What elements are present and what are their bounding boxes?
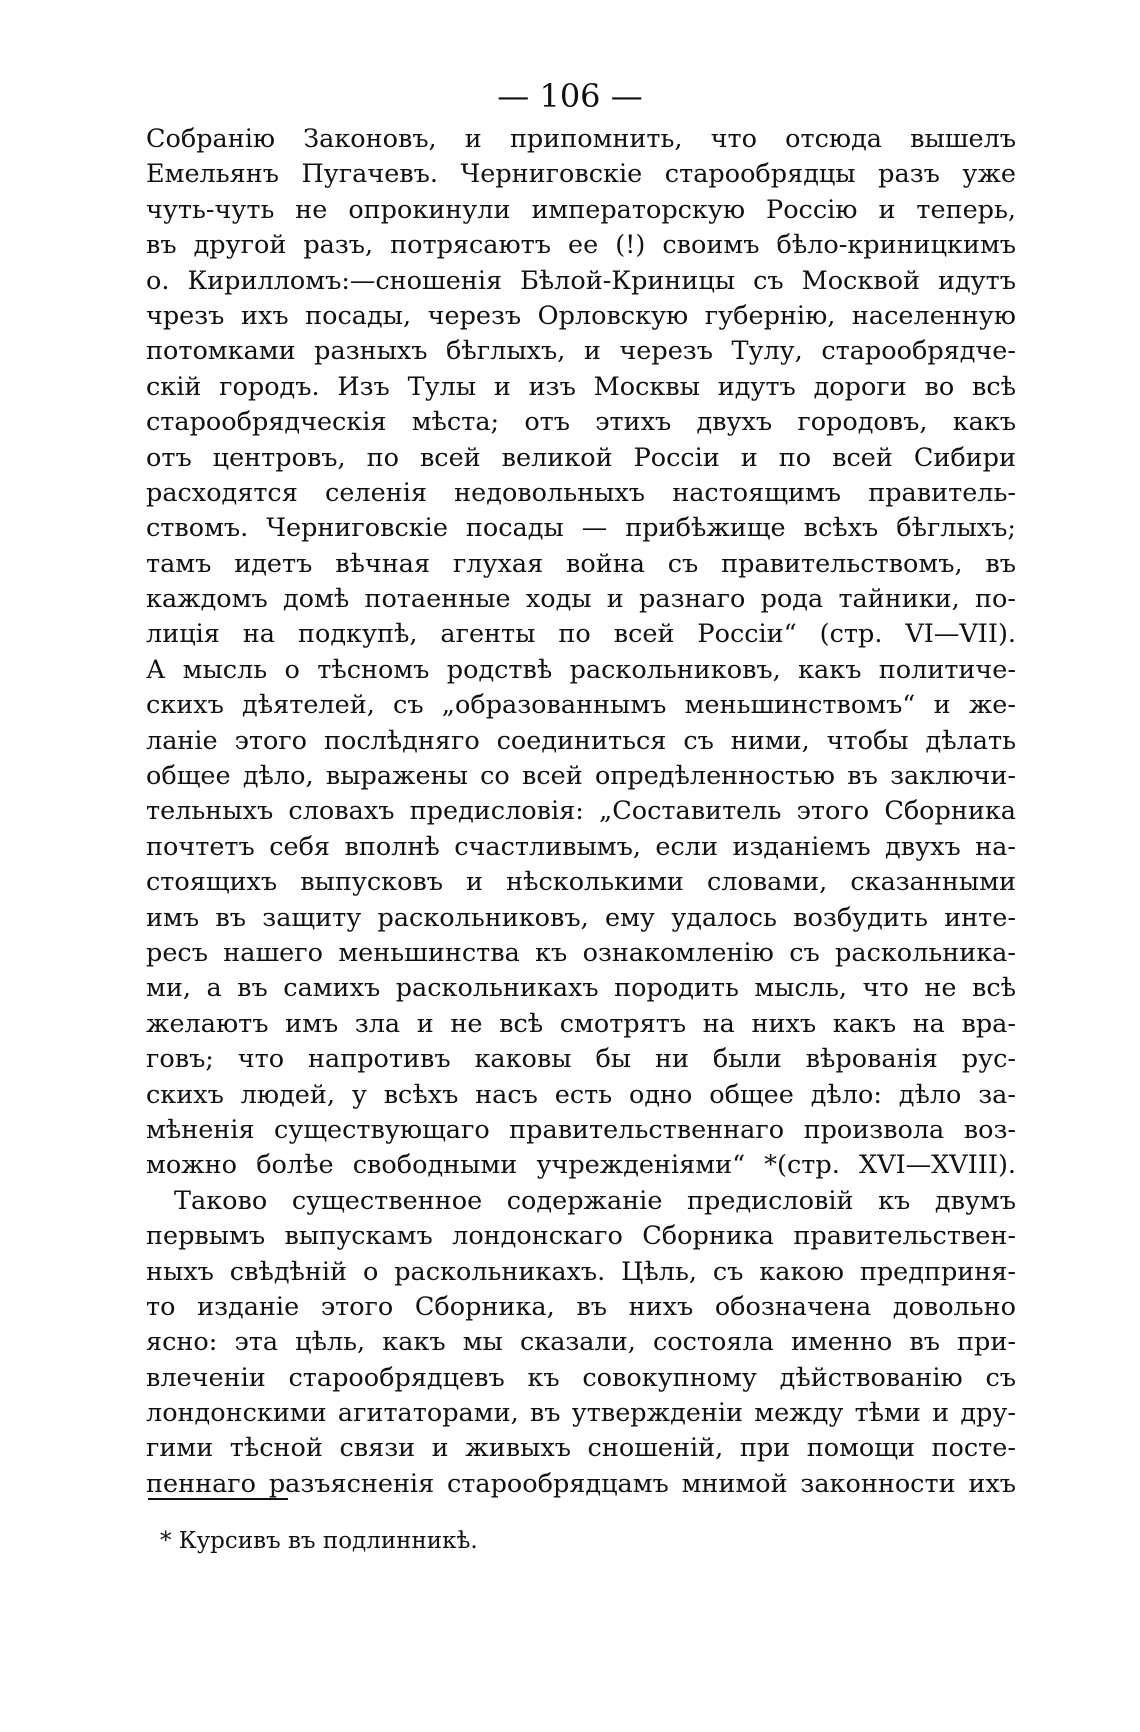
- text-line: имъ въ защиту раскольниковъ, ему удалось возбудить инте-: [146, 902, 1016, 933]
- footnote: * Курсивъ въ подлинникѣ.: [160, 1528, 478, 1554]
- text-line: пеннаго разъясненія старообрядцамъ мнимой законности ихъ: [146, 1468, 1016, 1499]
- text-line: скихъ дѣятелей, съ „образованнымъ меньшинствомъ“ и же-: [146, 690, 1016, 721]
- text-line: потомками разныхъ бѣглыхъ, и черезъ Тулу, старообрядче-: [146, 336, 1016, 367]
- footnote-divider: [148, 1498, 288, 1500]
- text-line: мѣненія существующаго правительственнаго произвола воз-: [146, 1114, 1016, 1145]
- text-line: Таково существенное содержаніе предисловій къ двумъ: [174, 1185, 1016, 1216]
- text-line: ресъ нашего меньшинства къ ознакомленію съ раскольника-: [146, 937, 1016, 968]
- text-line: говъ; что напротивъ каковы бы ни были вѣрованія рус-: [146, 1044, 1016, 1075]
- body-text: [146, 122, 1016, 1502]
- text-line: о. Кирилломъ:—сношенія Бѣлой-Криницы съ Москвой идутъ: [146, 265, 1016, 296]
- page-number: — 106 —: [497, 77, 643, 115]
- text-line: лондонскими агитаторами, въ утвержденіи между тѣми и дру-: [146, 1398, 1016, 1429]
- text-line: гими тѣсной связи и живыхъ сношеній, при помощи посте-: [146, 1433, 1016, 1464]
- text-line: ясно: эта цѣль, какъ мы сказали, состояла именно въ при-: [146, 1327, 1016, 1358]
- text-line: Емельянъ Пугачевъ. Черниговскіе старообрядцы разъ уже: [146, 159, 1016, 190]
- text-line: А мысль о тѣсномъ родствѣ раскольниковъ, какъ политиче-: [146, 654, 1016, 685]
- text-line: влеченіи старообрядцевъ къ совокупному дѣйствованію съ: [146, 1362, 1016, 1393]
- text-line: почтетъ себя вполнѣ счастливымъ, если изданіемъ двухъ на-: [146, 831, 1016, 862]
- text-line: старообрядческія мѣста; отъ этихъ двухъ городовъ, какъ: [146, 407, 1016, 438]
- text-line: чуть-чуть не опрокинули императорскую Россію и теперь,: [146, 194, 1016, 225]
- text-line: каждомъ домѣ потаенные ходы и разнаго рода тайники, по-: [146, 584, 1016, 615]
- text-line: первымъ выпускамъ лондонскаго Сборника правительствен-: [146, 1221, 1016, 1252]
- text-line: расходятся селенія недовольныхъ настоящимъ правитель-: [146, 477, 1016, 508]
- text-line: ми, а въ самихъ раскольникахъ породить мысль, что не всѣ: [146, 973, 1016, 1004]
- text-line: ствомъ. Черниговскіе посады — прибѣжище всѣхъ бѣглыхъ;: [146, 513, 1016, 544]
- text-line: общее дѣло, выражены со всей опредѣленностью въ заключи-: [146, 761, 1016, 792]
- text-line: желаютъ имъ зла и не всѣ смотрятъ на нихъ какъ на вра-: [146, 1008, 1016, 1039]
- text-line: стоящихъ выпусковъ и нѣсколькими словами, сказанными: [146, 867, 1016, 898]
- text-line: отъ центровъ, по всей великой Россіи и по всей Сибири: [146, 442, 1016, 473]
- text-line: тельныхъ словахъ предисловія: „Составитель этого Сборника: [146, 796, 1016, 827]
- text-line: чрезъ ихъ посады, черезъ Орловскую губернію, населенную: [146, 300, 1016, 331]
- text-line: ныхъ свѣдѣній о раскольникахъ. Цѣль, съ какою предприня-: [146, 1256, 1016, 1287]
- text-line: лиція на подкупѣ, агенты по всей Россіи“ (стр. VI—VII).: [146, 619, 1016, 650]
- text-line: можно болѣе свободными учрежденіями“ *(стр. XVI—XVIII).: [146, 1150, 1016, 1181]
- text-line: скій городъ. Изъ Тулы и изъ Москвы идутъ дороги во всѣ: [146, 371, 1016, 402]
- text-line: въ другой разъ, потрясаютъ ее (!) своимъ бѣло-криницкимъ: [146, 230, 1016, 261]
- text-line: тамъ идетъ вѣчная глухая война съ правительствомъ, въ: [146, 548, 1016, 579]
- text-line: ланіе этого послѣдняго соединиться съ ними, чтобы дѣлать: [146, 725, 1016, 756]
- text-line: то изданіе этого Сборника, въ нихъ обозначена довольно: [146, 1291, 1016, 1322]
- text-line: скихъ людей, у всѣхъ насъ есть одно общее дѣло: дѣло за-: [146, 1079, 1016, 1110]
- text-line: Собранію Законовъ, и припомнить, что отсюда вышелъ: [146, 124, 1016, 154]
